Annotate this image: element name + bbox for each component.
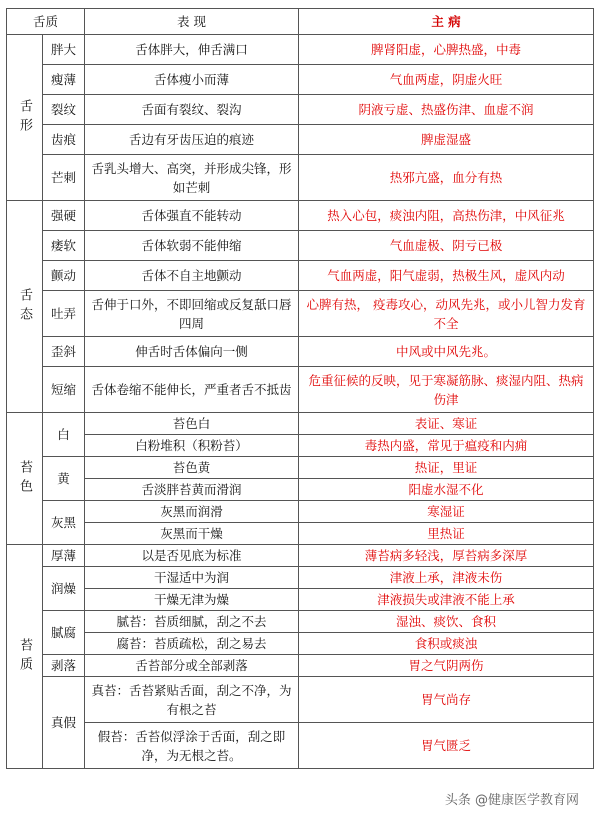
disease-cell: 胃气匮乏 (299, 723, 594, 769)
tongue-diagnosis-table (6, 8, 594, 769)
expression-cell: 干燥无津为燥 (85, 589, 299, 611)
disease-cell: 气血虚极、阴亏已极 (299, 231, 594, 261)
sub-item: 真假 (43, 677, 85, 769)
expression-cell: 伸舌时舌体偏向一侧 (85, 337, 299, 367)
disease-cell: 表证、寒证 (299, 413, 594, 435)
sub-item: 齿痕 (43, 125, 85, 155)
disease-cell: 危重征候的反映，见于寒凝筋脉、痰湿内阻、热病伤津 (299, 367, 594, 413)
header-tongue-quality: 舌质 (7, 9, 85, 35)
expression-cell: 舌淡胖苔黄而滑润 (85, 479, 299, 501)
expression-cell: 白粉堆积（积粉苔） (85, 435, 299, 457)
sub-item: 歪斜 (43, 337, 85, 367)
expression-cell: 舌体强直不能转动 (85, 201, 299, 231)
expression-cell: 灰黑而润滑 (85, 501, 299, 523)
expression-cell: 舌苔部分或全部剥落 (85, 655, 299, 677)
table-row (7, 523, 594, 545)
expression-cell: 苔色白 (85, 413, 299, 435)
table-row (7, 611, 594, 633)
table-row (7, 65, 594, 95)
header-expression: 表 现 (85, 9, 299, 35)
table-row (7, 201, 594, 231)
table-row (7, 231, 594, 261)
disease-cell: 热证，里证 (299, 457, 594, 479)
sub-item: 强硬 (43, 201, 85, 231)
disease-cell: 食积或痰浊 (299, 633, 594, 655)
disease-cell: 气血两虚，阳气虚弱，热极生风，虚风内动 (299, 261, 594, 291)
expression-cell: 舌体卷缩不能伸长，严重者舌不抵齿 (85, 367, 299, 413)
header-main-disease: 主 病 (299, 9, 594, 35)
category-coating-texture: 苔质 (7, 545, 43, 769)
table-row (7, 633, 594, 655)
disease-cell: 里热证 (299, 523, 594, 545)
expression-cell: 舌伸于口外，不即回缩或反复舐口唇四周 (85, 291, 299, 337)
table-row (7, 501, 594, 523)
disease-cell: 热入心包，痰浊内阻，高热伤津，中风征兆 (299, 201, 594, 231)
disease-cell: 薄苔病多轻浅，厚苔病多深厚 (299, 545, 594, 567)
sub-item: 瘦薄 (43, 65, 85, 95)
expression-cell: 苔色黄 (85, 457, 299, 479)
expression-cell: 腻苔：苔质细腻，刮之不去 (85, 611, 299, 633)
watermark: 头条 @健康医学教育网 (442, 788, 582, 809)
disease-cell: 阴液亏虚、热盛伤津、血虚不润 (299, 95, 594, 125)
disease-cell: 毒热内盛，常见于瘟疫和内痈 (299, 435, 594, 457)
expression-cell: 舌体胖大，伸舌满口 (85, 35, 299, 65)
table-row (7, 155, 594, 201)
category-coating-color: 苔色 (7, 413, 43, 545)
table-row (7, 677, 594, 723)
disease-cell: 胃之气阴两伤 (299, 655, 594, 677)
table-row (7, 413, 594, 435)
disease-cell: 脾虚湿盛 (299, 125, 594, 155)
disease-cell: 寒湿证 (299, 501, 594, 523)
sub-item: 颤动 (43, 261, 85, 291)
disease-cell: 津液上承，津液未伤 (299, 567, 594, 589)
table-row (7, 567, 594, 589)
table-row (7, 261, 594, 291)
expression-cell: 假苔：舌苔似浮涂于舌面，刮之即净，为无根之苔。 (85, 723, 299, 769)
disease-cell: 脾肾阳虚，心脾热盛，中毒 (299, 35, 594, 65)
sub-item: 白 (43, 413, 85, 457)
sub-item: 吐弄 (43, 291, 85, 337)
table-row (7, 125, 594, 155)
expression-cell: 舌边有牙齿压迫的痕迹 (85, 125, 299, 155)
table-row (7, 457, 594, 479)
expression-cell: 舌体软弱不能伸缩 (85, 231, 299, 261)
sub-item: 裂纹 (43, 95, 85, 125)
table-row (7, 589, 594, 611)
sub-item: 芒刺 (43, 155, 85, 201)
expression-cell: 以是否见底为标准 (85, 545, 299, 567)
sub-item: 短缩 (43, 367, 85, 413)
table-row (7, 479, 594, 501)
table-row (7, 337, 594, 367)
table-row (7, 435, 594, 457)
sub-item: 痿软 (43, 231, 85, 261)
sub-item: 腻腐 (43, 611, 85, 655)
expression-cell: 舌体瘦小而薄 (85, 65, 299, 95)
expression-cell: 灰黑而干燥 (85, 523, 299, 545)
sub-item: 胖大 (43, 35, 85, 65)
sub-item: 厚薄 (43, 545, 85, 567)
disease-cell: 中风或中风先兆。 (299, 337, 594, 367)
sub-item: 润燥 (43, 567, 85, 611)
table-row (7, 35, 594, 65)
table-row (7, 545, 594, 567)
category-tongue-shape: 舌形 (7, 35, 43, 201)
table-row (7, 95, 594, 125)
expression-cell: 真苔：舌苔紧贴舌面，刮之不净，为有根之苔 (85, 677, 299, 723)
disease-cell: 心脾有热， 疫毒攻心，动风先兆，或小儿智力发育不全 (299, 291, 594, 337)
expression-cell: 舌体不自主地颤动 (85, 261, 299, 291)
disease-cell: 气血两虚，阴虚火旺 (299, 65, 594, 95)
expression-cell: 干湿适中为润 (85, 567, 299, 589)
sub-item: 剥落 (43, 655, 85, 677)
disease-cell: 热邪亢盛，血分有热 (299, 155, 594, 201)
sub-item: 灰黑 (43, 501, 85, 545)
sub-item: 黄 (43, 457, 85, 501)
expression-cell: 舌面有裂纹、裂沟 (85, 95, 299, 125)
table-row (7, 367, 594, 413)
table-row (7, 291, 594, 337)
expression-cell: 舌乳头增大、高突，并形成尖锋，形如芒刺 (85, 155, 299, 201)
expression-cell: 腐苔：苔质疏松，刮之易去 (85, 633, 299, 655)
category-tongue-state: 舌态 (7, 201, 43, 413)
disease-cell: 津液损失或津液不能上承 (299, 589, 594, 611)
disease-cell: 阳虚水湿不化 (299, 479, 594, 501)
disease-cell: 胃气尚存 (299, 677, 594, 723)
table-row (7, 655, 594, 677)
table-row (7, 723, 594, 769)
disease-cell: 湿浊、痰饮、食积 (299, 611, 594, 633)
table-header-row (7, 9, 594, 35)
